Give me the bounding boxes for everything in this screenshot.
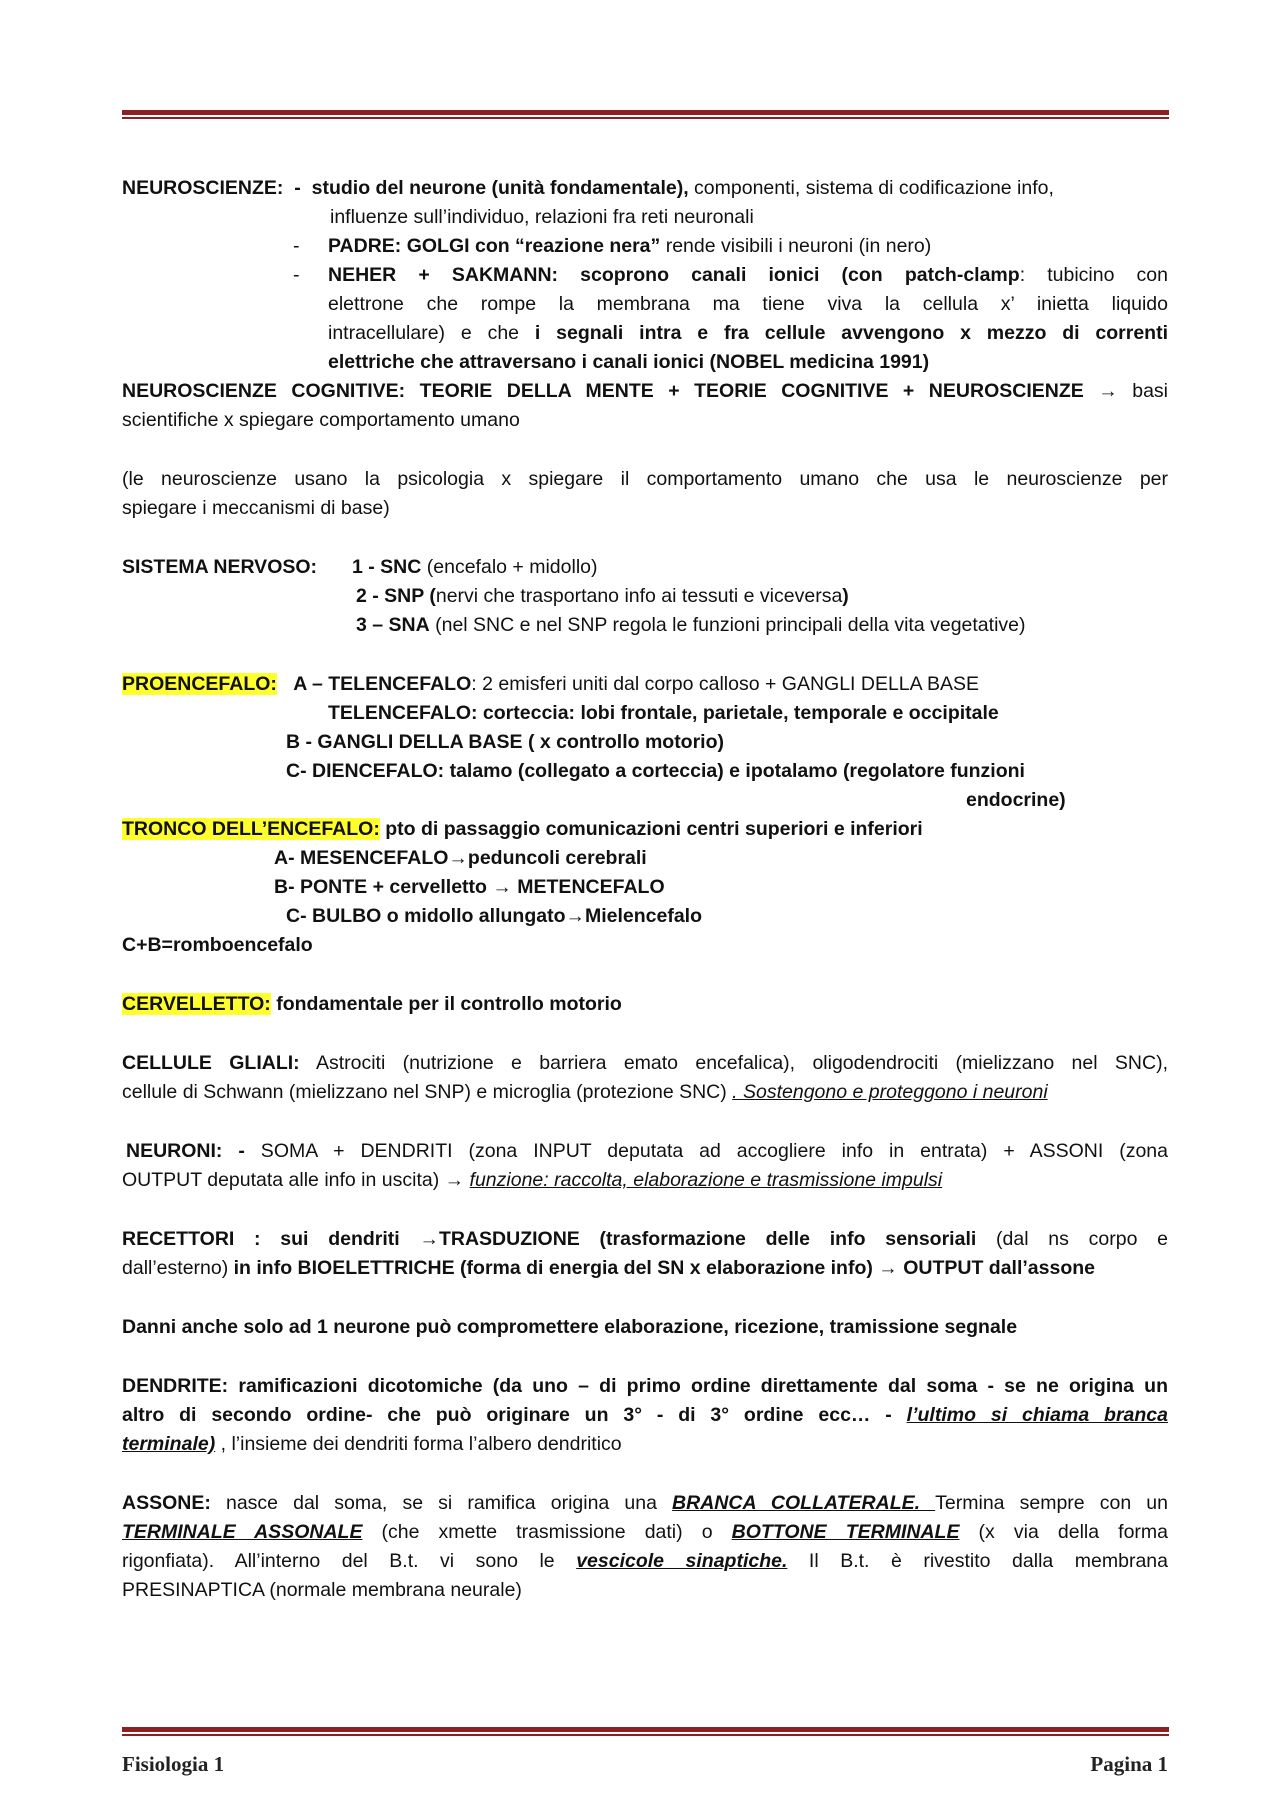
neuroni-line-2: OUTPUT deputata alle info in uscita) → funzione: raccolta, elaborazione e trasmissione impulsi (122, 1169, 943, 1191)
dendrite-line-2: altro di secondo ordine- che può originare un 3° - di 3° ordine ecc… - l’ultimo si chiama branca (122, 1404, 1168, 1426)
neher-line-2: elettrone che rompe la membrana ma tiene viva la cellula x’ inietta liquido (328, 293, 1168, 315)
footer-page-number: Pagina 1 (1090, 1752, 1168, 1776)
tronco-line-b: B- PONTE + cervelletto → METENCEFALO (274, 876, 665, 898)
dendrite-line-3: terminale) , l’insieme dei dendriti forma l’albero dendritico (122, 1433, 622, 1455)
padre-line: PADRE: GOLGI con “reazione nera” rende visibili i neuroni (in nero) (328, 235, 932, 257)
footer-title: Fisiologia 1 (122, 1752, 225, 1776)
neuroni-line-1: NEURONI: - SOMA + DENDRITI (zona INPUT deputata ad accogliere info in entrata) + ASSONI (zona (126, 1140, 1168, 1162)
proencefalo-line-2: TELENCEFALO: corteccia: lobi frontale, parietale, temporale e occipitale (328, 702, 999, 724)
romboencefalo-line: C+B=romboencefalo (122, 934, 313, 956)
tronco-line-c: C- BULBO o midollo allungato→Mielencefalo (286, 905, 703, 927)
tronco-line-a: A- MESENCEFALO→peduncoli cerebrali (274, 847, 647, 869)
sistema-nervoso-item-3: 3 – SNA (nel SNC e nel SNP regola le funzioni principali della vita vegetative) (356, 614, 1026, 636)
assone-line-1: ASSONE: nasce dal soma, se si ramifica origina una BRANCA COLLATERALE. Termina sempre con un (122, 1492, 1168, 1514)
neher-line-1: NEHER + SAKMANN: scoprono canali ionici (con patch-clamp: tubicino con (328, 264, 1168, 286)
neher-line-3: intracellulare) e che i segnali intra e fra cellule avvengono x mezzo di correnti (328, 322, 1168, 344)
proencefalo-line-c: C- DIENCEFALO: talamo (collegato a corteccia) e ipotalamo (regolatore funzioni (286, 760, 1025, 782)
paren-line-1: (le neuroscienze usano la psicologia x spiegare il comportamento umano che usa le neuroscienze per (122, 468, 1168, 490)
header-rule (122, 110, 1169, 119)
sistema-nervoso-item-2: 2 - SNP (nervi che trasportano info ai tessuti e viceversa) (356, 585, 849, 607)
assone-line-4: PRESINAPTICA (normale membrana neurale) (122, 1579, 522, 1601)
danni-line: Danni anche solo ad 1 neurone può compromettere elaborazione, ricezione, tramissione segnale (122, 1316, 1018, 1338)
recettori-line-2: dall’esterno) in info BIOELETTRICHE (forma di energia del SN x elaborazione info) → OUTPUT dall’assone (122, 1257, 1095, 1279)
footer-rule (122, 1727, 1169, 1736)
cognitive-line-1: NEUROSCIENZE COGNITIVE: TEORIE DELLA MENTE + TEORIE COGNITIVE + NEUROSCIENZE → basi (122, 380, 1168, 402)
proencefalo-line-b: B - GANGLI DELLA BASE ( x controllo motorio) (286, 731, 725, 753)
proencefalo-line-1: PROENCEFALO: A – TELENCEFALO: 2 emisferi uniti dal corpo calloso + GANGLI DELLA BASE (122, 673, 980, 695)
proencefalo-line-c2: endocrine) (966, 789, 1066, 811)
glia-line-2: cellule di Schwann (mielizzano nel SNP) e microglia (protezione SNC) . Sostengono e proteggono i neuroni (122, 1081, 1048, 1103)
neuroscienze-line-2: influenze sull’individuo, relazioni fra reti neuronali (330, 206, 754, 228)
sistema-nervoso-item-1: 1 - SNC (encefalo + midollo) (352, 556, 598, 578)
assone-line-2: TERMINALE ASSONALE (che xmette trasmissione dati) o BOTTONE TERMINALE (x via della forma (122, 1521, 1169, 1543)
padre-dash: - (293, 235, 300, 257)
paren-line-2: spiegare i meccanismi di base) (122, 497, 390, 519)
neuroscienze-line-1: NEUROSCIENZE: - studio del neurone (unità fondamentale), componenti, sistema di codificazione info, (122, 177, 1054, 199)
tronco-line-1: TRONCO DELL’ENCEFALO: pto di passaggio comunicazioni centri superiori e inferiori (122, 818, 923, 840)
assone-line-3: rigonfiata). All’interno del B.t. vi sono le vescicole sinaptiche. Il B.t. è rivestito dalla membrana (122, 1550, 1168, 1572)
cognitive-line-2: scientifiche x spiegare comportamento umano (122, 409, 520, 431)
dendrite-line-1: DENDRITE: ramificazioni dicotomiche (da uno – di primo ordine direttamente dal soma - se ne origina un (122, 1375, 1168, 1397)
cervelletto-line: CERVELLETTO: fondamentale per il controllo motorio (122, 993, 622, 1015)
recettori-line-1: RECETTORI : sui dendriti →TRASDUZIONE (trasformazione delle info sensoriali (dal ns corpo e (122, 1228, 1168, 1250)
glia-line-1: CELLULE GLIALI: Astrociti (nutrizione e barriera emato encefalica), oligodendrociti (mielizzano nel SNC), (122, 1052, 1168, 1074)
sistema-nervoso-title: SISTEMA NERVOSO: (122, 556, 318, 578)
neher-line-4: elettriche che attraversano i canali ionici (NOBEL medicina 1991) (328, 351, 930, 373)
neher-dash: - (293, 264, 300, 286)
